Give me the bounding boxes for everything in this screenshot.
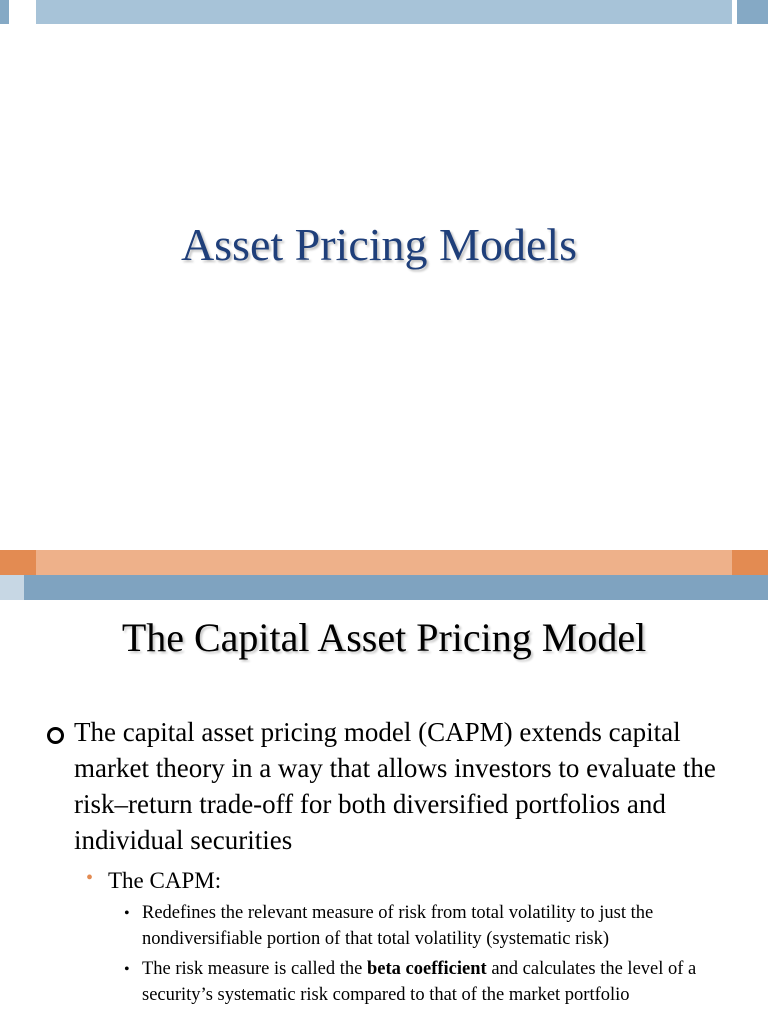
dot-bullet-icon: • xyxy=(124,961,130,978)
slide-2-title: The Capital Asset Pricing Model xyxy=(121,615,647,660)
dot-bullet-icon: • xyxy=(124,905,130,922)
slide-1-bottom-banner xyxy=(0,550,768,575)
slide-2-top-banner xyxy=(0,575,768,600)
bullet-4-suffix: and calculates the level of a security’s systematic risk compared to that of the market portfolio xyxy=(142,959,697,1005)
bullet-level-3-b xyxy=(142,956,732,1008)
bullet-level-3-a: Redefines the relevant measure of risk from total volatility to just the nondiversifiable portion of that total volatility (systematic risk) xyxy=(142,903,654,949)
slide-1-title: Asset Pricing Models xyxy=(180,219,578,270)
orange-bullet-icon: • xyxy=(86,867,94,889)
slide-1-top-banner xyxy=(0,0,768,24)
circle-bullet-icon xyxy=(47,727,64,744)
beta-coefficient-term: beta coefficient xyxy=(367,959,487,979)
bullet-4-prefix: The risk measure is called the xyxy=(142,959,367,979)
bullet-level-1: The capital asset pricing model (CAPM) extends capital market theory in a way that allows investors to evaluate the risk–return trade-off for both diversified portfolios and individual securities xyxy=(74,717,716,855)
bullet-level-2: The CAPM: xyxy=(108,868,222,893)
